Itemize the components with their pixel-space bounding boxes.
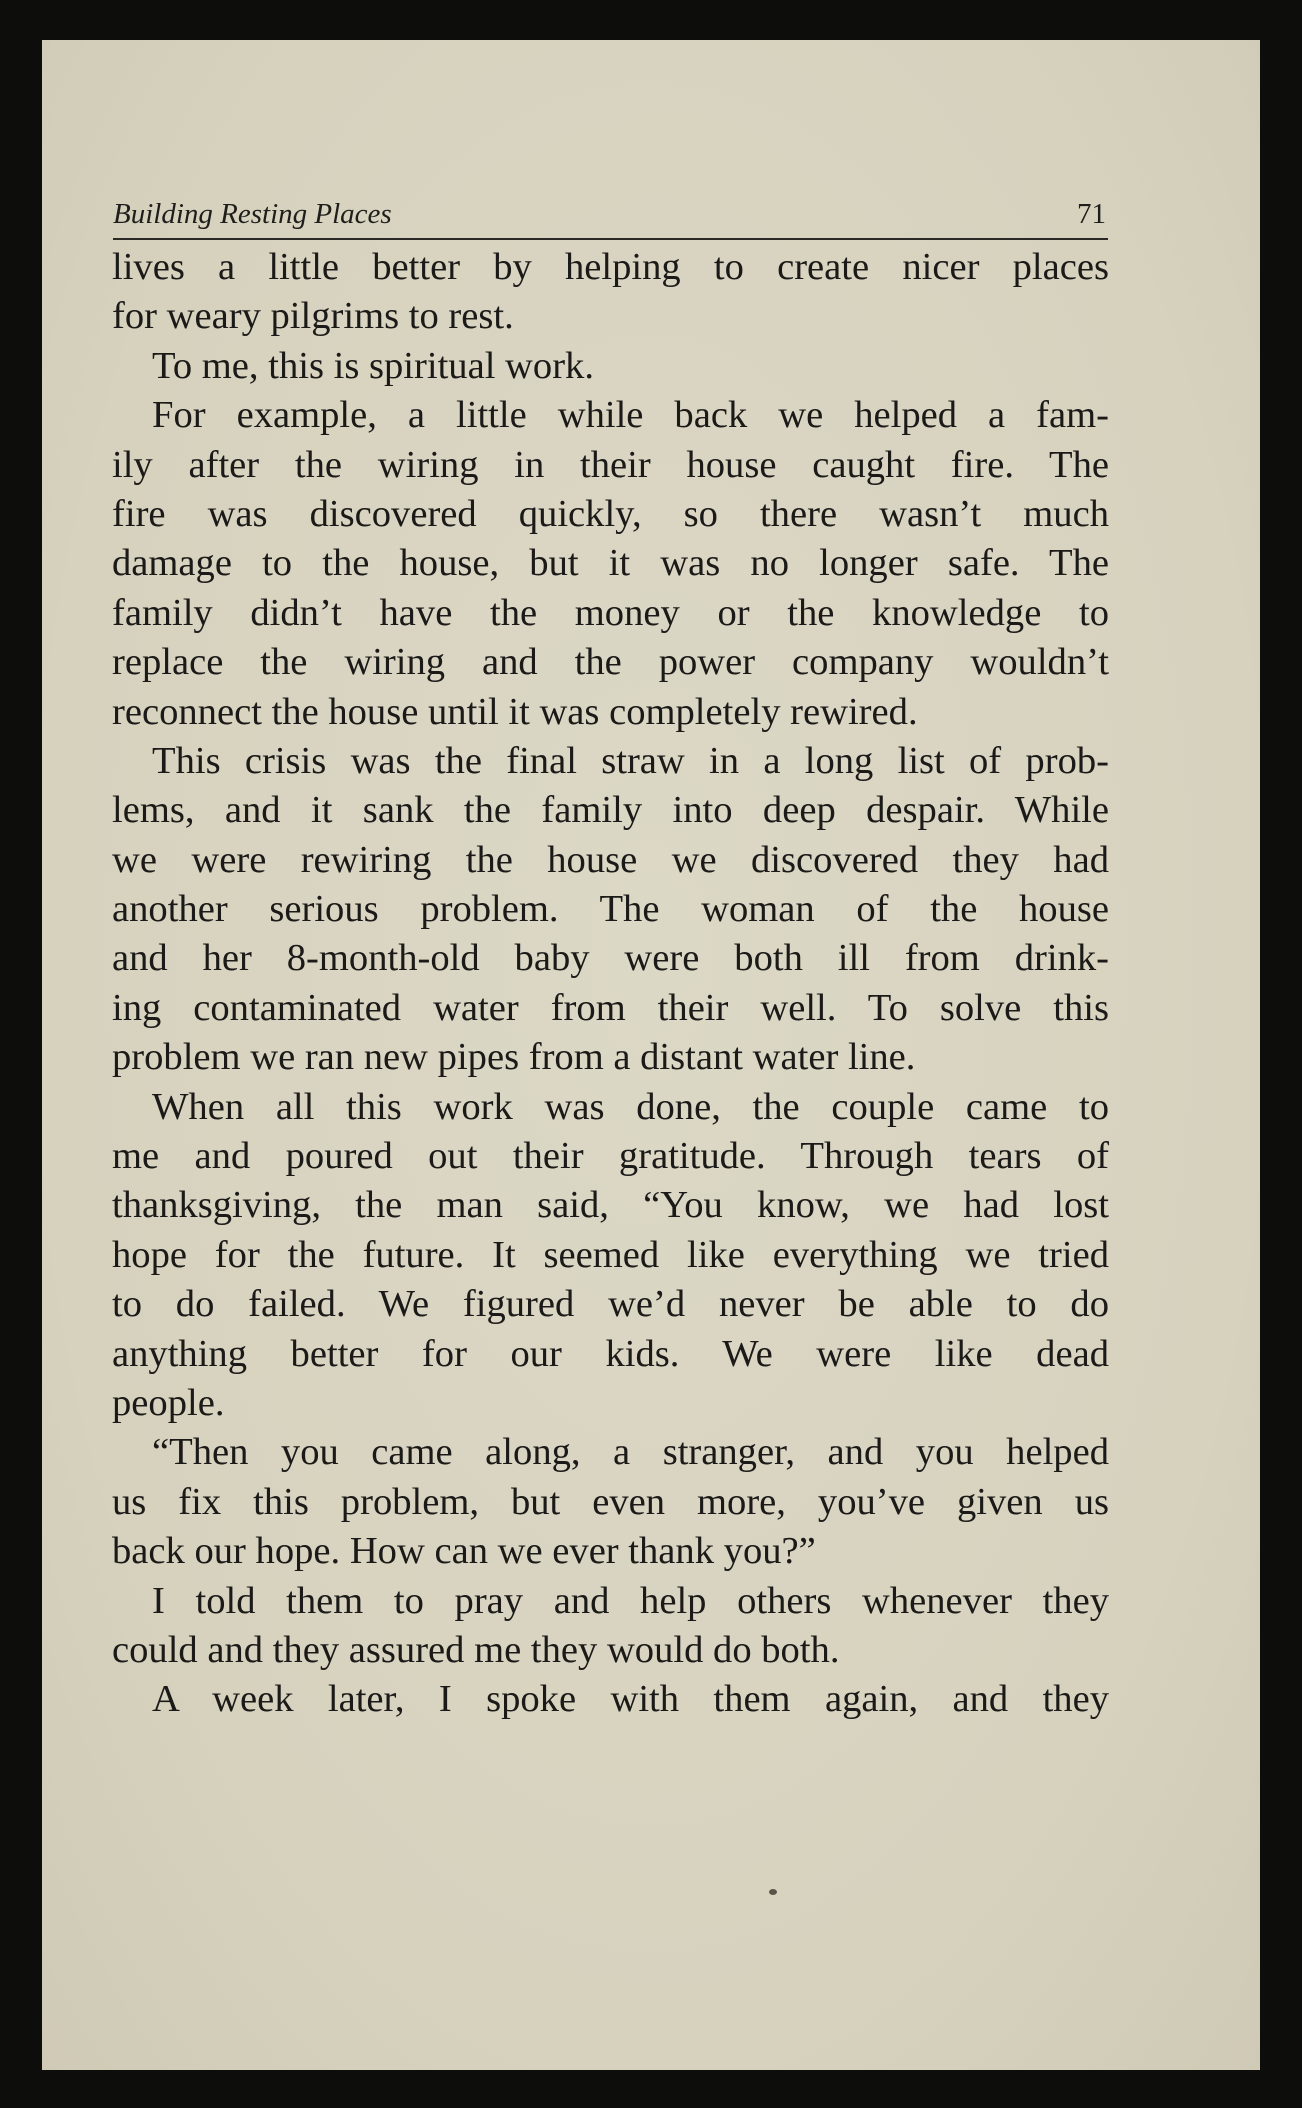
text-line: for weary pilgrims to rest. [112, 295, 514, 338]
text-line: another serious problem. The woman of the house [112, 888, 1109, 931]
text-line: A week later, I spoke with them again, and they [152, 1678, 1109, 1721]
text-line: fire was discovered quickly, so there wasn’t much [112, 492, 1109, 535]
running-header [113, 198, 1108, 240]
text-line: family didn’t have the money or the knowledge to [112, 591, 1109, 634]
text-line: ily after the wiring in their house caught fire. The [112, 443, 1109, 486]
text-line: For example, a little while back we helped a fam- [152, 394, 1109, 437]
text-line: me and poured out their gratitude. Through tears of [112, 1135, 1109, 1178]
text-line: us fix this problem, but even more, you’ve given us [112, 1480, 1109, 1523]
text-line: anything better for our kids. We were like dead [112, 1332, 1109, 1375]
ink-speck [769, 1889, 777, 1895]
text-line: lems, and it sank the family into deep despair. While [112, 789, 1109, 832]
text-line: back our hope. How can we ever thank you?” [112, 1530, 816, 1573]
text-line: damage to the house, but it was no longer safe. The [112, 542, 1109, 585]
text-line: people. [112, 1381, 225, 1424]
text-line: replace the wiring and the power company wouldn’t [112, 641, 1109, 684]
text-line: When all this work was done, the couple came to [152, 1085, 1109, 1128]
text-line: could and they assured me they would do both. [112, 1628, 840, 1671]
text-line: thanksgiving, the man said, “You know, we had lost [112, 1184, 1109, 1227]
text-line: problem we ran new pipes from a distant water line. [112, 1036, 916, 1079]
running-title: Building Resting Places [113, 198, 392, 230]
text-line: I told them to pray and help others whenever they [152, 1579, 1109, 1622]
page-number: 71 [1077, 198, 1106, 230]
text-line: we were rewiring the house we discovered they had [112, 838, 1109, 881]
text-line: and her 8-month-old baby were both ill from drink- [112, 937, 1109, 980]
text-line: reconnect the house until it was completely rewired. [112, 690, 918, 733]
text-line: “Then you came along, a stranger, and you helped [152, 1431, 1109, 1474]
text-line: ing contaminated water from their well. To solve this [112, 986, 1109, 1029]
text-line: This crisis was the final straw in a long list of prob- [152, 739, 1109, 782]
text-line: lives a little better by helping to create nicer places [112, 246, 1109, 288]
text-line: To me, this is spiritual work. [152, 344, 594, 387]
text-line: to do failed. We figured we’d never be able to do [112, 1283, 1109, 1326]
body-text [112, 243, 1109, 1725]
text-line: hope for the future. It seemed like everything we tried [112, 1233, 1109, 1276]
